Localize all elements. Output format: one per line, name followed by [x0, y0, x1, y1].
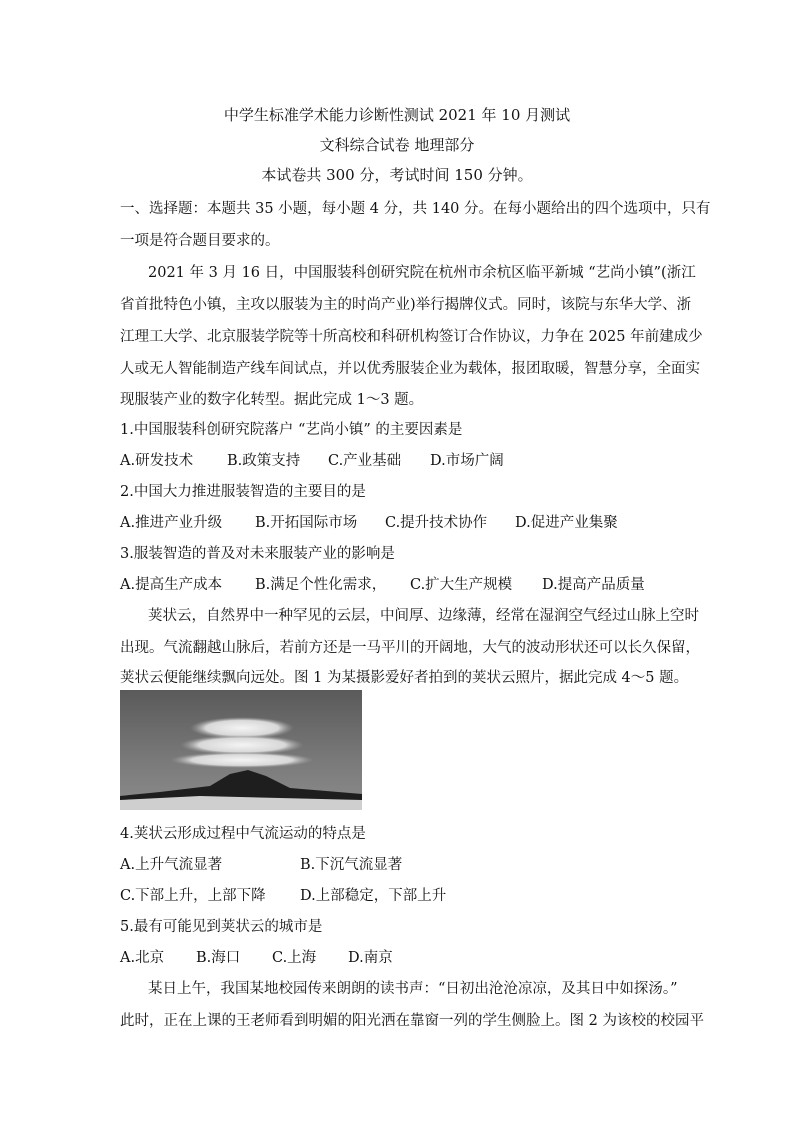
question-5-stem: 5.最有可能见到荚状云的城市是: [120, 919, 323, 935]
question-4-stem: 4.荚状云形成过程中气流运动的特点是: [120, 826, 366, 842]
q5-option-d: D.南京: [348, 950, 393, 966]
question-1-stem: 1.中国服装科创研究院落户 “艺尚小镇” 的主要因素是: [120, 422, 463, 438]
exam-page: 中学生标准学术能力诊断性测试 2021 年 10 月测试 文科综合试卷 地理部分 本试卷共 300 分，考试时间 150 分钟。 一、选择题：本题共 35 小题，每小题 4 分，共 140 分。在每小题给出的四个选项中，只有 一项是符合题目要求的。 2021 年 3 月 16 日，中国服装科创研究院在杭州市余杭区临平新城 “艺尚小镇”(浙江 省首批特色小镇，主攻以服装为主的时尚产业)举行揭牌仪式。同时，该院与东华大学、浙 江理工大学、北京服装学院等十所高校和科研机构签订合作协议，力争在 2025 年前建成少 人或无人智能制造产线车间试点，并以优秀服装企业为载体，报团取暖，智慧分享，全面实 现服装产业的数字化转型。据此完成 1～3 题。 1.中国服装科创研究院落户 “艺尚小镇” 的主要因素是 A.研发技术 B.政策支持 C.产业基础 D.市场广阔 2.中国大力推进服装智造的主要目的是 A.推进产业升级 B.开拓国际市场 C.提升技术协作 D.促进产业集聚 3.服装智造的普及对未来服装产业的影响是 A.提高生产成本 B.满足个性化需求， C.扩大生产规模 D.提高产品质量 荚状云，自然界中一种罕见的云层，中间厚、边缘薄，经常在湿润空气经过山脉上空时 出现。气流翻越山脉后，若前方还是一马平川的开阔地，大气的波动形状还可以长久保留， 荚状云便能继续飘向远处。图 1 为某摄影爱好者拍到的荚状云照片，据此完成 4～5 题。 4.荚状云形成过程中气流运动的特点是 A.上升气流显著 B.下沉气流显著 C.下部上升，上部下降 D.上部稳定，下部上升 5.最有可能见到荚状云的城市是 A.北京 B.海口 C.上海 D.南京 某日上午，我国某地校园传来朗朗的读书声：“日初出沧沧凉凉，及其日中如探汤。” 此时，正在上课的王老师看到明媚的阳光洒在靠窗一列的学生侧脸上。图 2 为该校的校园平: [0, 0, 794, 1123]
q4-option-b: B.下沉气流显著: [300, 857, 403, 873]
question-2-stem: 2.中国大力推进服装智造的主要目的是: [120, 484, 366, 500]
q4-option-a: A.上升气流显著: [120, 857, 223, 873]
q4-option-c: C.下部上升，上部下降: [120, 888, 266, 904]
q3-option-b: B.满足个性化需求，: [255, 577, 387, 593]
q5-option-c: C.上海: [272, 950, 317, 966]
question-3-stem: 3.服装智造的普及对未来服装产业的影响是: [120, 546, 395, 562]
q1-option-b: B.政策支持: [227, 453, 301, 469]
q1-option-d: D.市场广阔: [430, 453, 504, 469]
lenticular-cloud-image: [120, 690, 362, 810]
instructions-line-1: 一、选择题：本题共 35 小题，每小题 4 分，共 140 分。在每小题给出的四个选项中，只有: [120, 201, 711, 217]
q3-option-c: C.扩大生产规模: [410, 577, 513, 593]
q3-option-a: A.提高生产成本: [120, 577, 223, 593]
q1-option-c: C.产业基础: [328, 453, 402, 469]
q5-option-b: B.海口: [196, 950, 241, 966]
q2-option-b: B.开拓国际市场: [255, 515, 358, 531]
exam-subtitle: 文科综合试卷 地理部分: [319, 136, 475, 154]
q2-option-d: D.促进产业集聚: [515, 515, 618, 531]
q5-option-a: A.北京: [120, 950, 165, 966]
q3-option-d: D.提高产品质量: [542, 577, 645, 593]
instructions-line-2: 一项是符合题目要求的。: [120, 233, 280, 249]
exam-info: 本试卷共 300 分，考试时间 150 分钟。: [261, 166, 533, 184]
q1-option-a: A.研发技术: [120, 453, 194, 469]
q2-option-c: C.提升技术协作: [385, 515, 488, 531]
exam-title: 中学生标准学术能力诊断性测试 2021 年 10 月测试: [223, 106, 571, 124]
q2-option-a: A.推进产业升级: [120, 515, 223, 531]
lenticular-cloud-photo: [120, 690, 362, 810]
q4-option-d: D.上部稳定，下部上升: [300, 888, 447, 904]
